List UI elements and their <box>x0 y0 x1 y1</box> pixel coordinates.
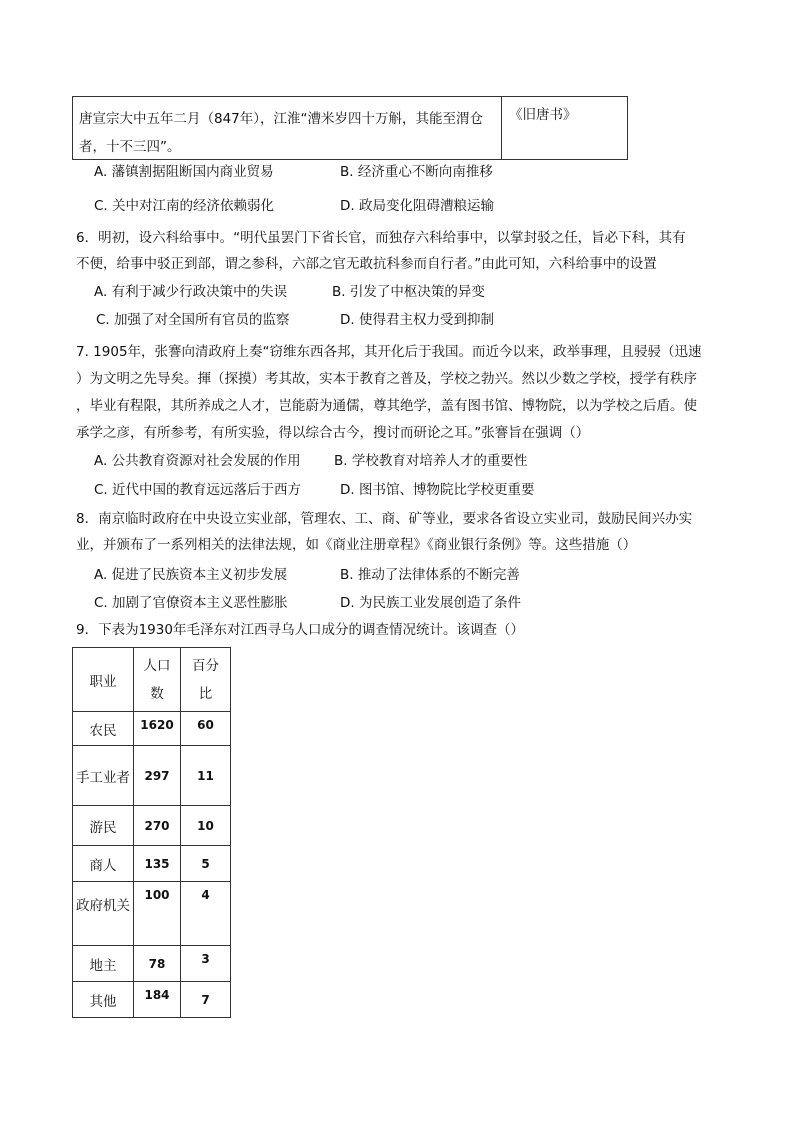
row-count: 100 <box>134 882 181 946</box>
table-row <box>73 882 231 946</box>
row-count: 1620 <box>134 712 181 746</box>
q6-option-a: A. 有利于减少行政决策中的失误 <box>94 284 288 300</box>
q6-option-c: C. 加强了对全国所有官员的监察 <box>96 312 290 328</box>
row-pct: 60 <box>181 712 231 746</box>
header-pct: 百分比 <box>181 648 231 712</box>
row-job: 商人 <box>73 846 134 882</box>
row-count: 184 <box>134 982 181 1018</box>
q8-option-c: C. 加剧了官僚资本主义恶性膨胀 <box>94 595 288 611</box>
q6-stem-line-2: 不便，给事中驳正到部，谓之参科，六部之官无敢抗科参而自行者。”由此可知，六科给事中的设置 <box>76 256 657 272</box>
row-job: 地主 <box>73 946 134 982</box>
q8-option-d: D. 为民族工业发展创造了条件 <box>340 595 521 611</box>
q8-stem-line-2: 业，并颁布了一系列相关的法律法规，如《商业注册章程》《商业银行条例》等。这些措施（） <box>76 537 637 553</box>
q7-option-d: D. 图书馆、博物院比学校更重要 <box>340 482 535 498</box>
q7-stem-line-4: 承学之彦，有所参考，有所实验，得以综合古今，搜讨而研论之耳。”张謇旨在强调（） <box>76 425 590 441</box>
row-pct: 5 <box>181 846 231 882</box>
row-pct: 10 <box>181 806 231 846</box>
row-count: 297 <box>134 746 181 806</box>
table-row <box>73 946 231 982</box>
q8-option-a: A. 促进了民族资本主义初步发展 <box>94 567 288 583</box>
q8-option-b: B. 推动了法律体系的不断完善 <box>340 567 520 583</box>
q7-option-b: B. 学校教育对培养人才的重要性 <box>334 453 528 469</box>
q5-option-b: B. 经济重心不断向南推移 <box>340 164 493 180</box>
q9-stem-line-1: 9．下表为1930年毛泽东对江西寻乌人口成分的调查情况统计。该调查（） <box>76 622 524 638</box>
table-row <box>73 746 231 806</box>
row-count: 78 <box>134 946 181 982</box>
row-pct: 11 <box>181 746 231 806</box>
row-job: 游民 <box>73 806 134 846</box>
quote-source: 《旧唐书》 <box>509 107 577 123</box>
row-count: 135 <box>134 846 181 882</box>
row-pct: 7 <box>181 982 231 1018</box>
q5-option-d: D. 政局变化阻碍漕粮运输 <box>340 198 494 214</box>
table-row <box>73 712 231 746</box>
survey-table <box>72 647 231 1018</box>
row-job: 其他 <box>73 982 134 1018</box>
row-pct: 4 <box>181 882 231 946</box>
q5-option-a: A. 藩镇割据阻断国内商业贸易 <box>94 164 274 180</box>
q7-option-a: A. 公共教育资源对社会发展的作用 <box>94 453 301 469</box>
q6-option-d: D. 使得君主权力受到抑制 <box>340 312 494 328</box>
q7-option-c: C. 近代中国的教育远远落后于西方 <box>94 482 302 498</box>
table-row <box>73 806 231 846</box>
row-count: 270 <box>134 806 181 846</box>
row-job: 政府机关 <box>73 882 134 946</box>
row-job: 手工业者 <box>73 746 134 806</box>
q8-stem-line-1: 8．南京临时政府在中央设立实业部，管理农、工、商、矿等业，要求各省设立实业司，鼓励民间兴办实 <box>76 511 693 527</box>
q7-stem-line-1: 7. 1905年，张謇向清政府上奏“窃维东西各邦，其开化后于我国。而近今以来，政举事理，且骎骎（迅速 <box>76 344 702 360</box>
row-job: 农民 <box>73 712 134 746</box>
quote-text: 唐宣宗大中五年二月（847年），江淮“漕米岁四十万斛，其能至渭仓者，十不三四”。 <box>79 111 484 155</box>
table-header-row <box>73 648 231 712</box>
quote-table <box>72 96 628 160</box>
q6-stem-line-1: 6．明初，设六科给事中。“明代虽罢门下省长官，而独存六科给事中，以掌封驳之任，旨必下科，其有 <box>76 230 686 246</box>
table-row <box>73 846 231 882</box>
quote-divider <box>501 97 502 159</box>
header-count: 人口数 <box>134 648 181 712</box>
q7-stem-line-3: ，毕业有程限，其所养成之人才，岂能蔚为通儒，尊其绝学，盖有图书馆、博物院，以为学校之后盾。使 <box>76 398 697 414</box>
q7-stem-line-2: ）为文明之先导矣。揮（探摸）考其故，实本于教育之普及，学校之勃兴。然以少数之学校，授学有秩序 <box>76 371 697 387</box>
q6-option-b: B. 引发了中枢决策的异变 <box>332 284 485 300</box>
table-row <box>73 982 231 1018</box>
row-pct: 3 <box>181 946 231 982</box>
q5-option-c: C. 关中对江南的经济依赖弱化 <box>94 198 275 214</box>
header-job: 职业 <box>73 648 134 712</box>
